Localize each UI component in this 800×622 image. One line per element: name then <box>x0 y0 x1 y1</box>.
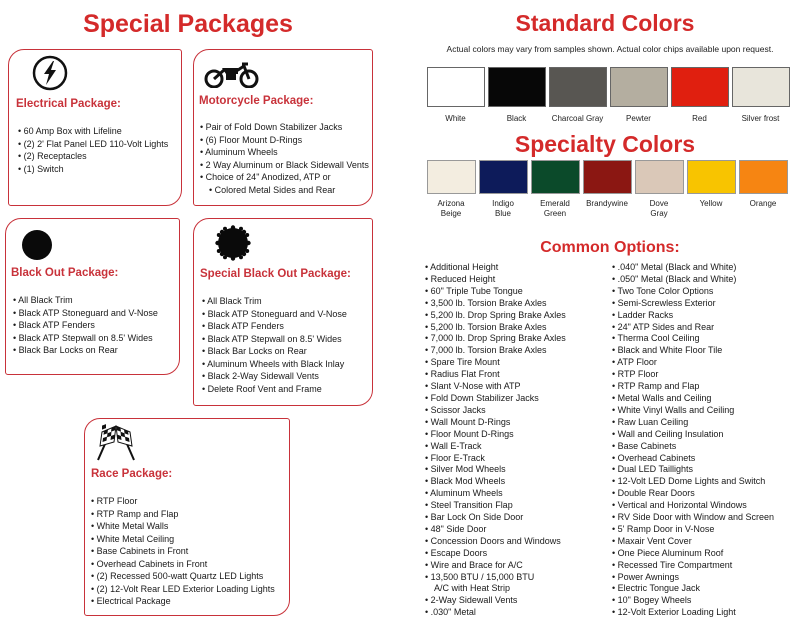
option-item: • 13,500 BTU / 15,000 BTU <box>425 572 566 584</box>
color-chip <box>635 160 684 194</box>
color-swatch <box>730 67 791 124</box>
option-item: • Bar Lock On Side Door <box>425 512 566 524</box>
special-packages-title: Special Packages <box>83 10 293 38</box>
motorcycle-icon <box>204 60 260 93</box>
option-item: • RTP Ramp and Flap <box>612 381 774 393</box>
option-item: • One Piece Aluminum Roof <box>612 548 774 560</box>
option-item: • 48" Side Door <box>425 524 566 536</box>
option-item: • Floor E-Track <box>425 453 566 465</box>
race-package-list <box>91 495 275 608</box>
list-item: • Black Bar Locks on Rear <box>13 344 158 357</box>
color-label: Black <box>506 114 527 123</box>
list-item: • Black ATP Fenders <box>13 319 158 332</box>
standard-colors-title: Standard Colors <box>515 10 695 36</box>
black-circle-icon <box>21 229 53 266</box>
color-chip <box>583 160 632 194</box>
option-item: • 10" Bogey Wheels <box>612 595 774 607</box>
option-item: • Silver Mod Wheels <box>425 464 566 476</box>
color-label: Silver frost <box>741 114 780 123</box>
option-item: • White Vinyl Walls and Ceiling <box>612 405 774 417</box>
common-options-column-1 <box>425 262 566 619</box>
list-item: • 60 Amp Box with Lifeline <box>18 125 168 138</box>
color-swatch <box>581 160 633 219</box>
color-chip <box>687 160 736 194</box>
option-item: • 24" ATP Sides and Rear <box>612 322 774 334</box>
electrical-package-list <box>18 125 168 175</box>
list-item: • Delete Roof Vent and Frame <box>202 383 347 396</box>
option-item: • Black and White Floor Tile <box>612 345 774 357</box>
color-swatch <box>547 67 608 124</box>
option-item: • RTP Floor <box>612 369 774 381</box>
common-options-column-2 <box>612 262 774 619</box>
specialty-colors-title: Specialty Colors <box>514 131 696 157</box>
color-chip <box>479 160 528 194</box>
option-item: • Semi-Screwless Exterior <box>612 298 774 310</box>
option-item: • Slant V-Nose with ATP <box>425 381 566 393</box>
option-item: • Wall E-Track <box>425 441 566 453</box>
color-chip <box>427 67 485 107</box>
option-item: • Additional Height <box>425 262 566 274</box>
option-item: • Maxair Vent Cover <box>612 536 774 548</box>
color-label: Charcoal Gray <box>551 114 604 123</box>
lightning-bolt-icon <box>32 55 68 96</box>
color-label: Yellow <box>699 199 723 208</box>
option-item: • Black Mod Wheels <box>425 476 566 488</box>
color-disclaimer: Actual colors may vary from samples shown. Actual color chips available upon request. <box>446 44 774 54</box>
option-item: • 7,000 lb. Torsion Brake Axles <box>425 345 566 357</box>
list-item: • 2 Way Aluminum or Black Sidewall Vents <box>200 159 369 172</box>
option-item: • Ladder Racks <box>612 310 774 322</box>
option-item: • Spare Tire Mount <box>425 357 566 369</box>
list-item: • All Black Trim <box>13 294 158 307</box>
list-item: • Black ATP Stoneguard and V-Nose <box>13 307 158 320</box>
color-chip <box>549 67 607 107</box>
list-item: • Black ATP Stoneguard and V-Nose <box>202 308 347 321</box>
option-item: • Power Awnings <box>612 572 774 584</box>
color-label: Arizona Beige <box>437 199 465 218</box>
option-item: • Vertical and Horizontal Windows <box>612 500 774 512</box>
option-item: • 5' Ramp Door in V-Nose <box>612 524 774 536</box>
black-out-package-title: Black Out Package: <box>11 267 119 279</box>
option-item: • Wall Mount D-Rings <box>425 417 566 429</box>
color-chip <box>610 67 668 107</box>
color-chip <box>531 160 580 194</box>
list-item: • Choice of 24" Anodized, ATP or <box>200 171 369 184</box>
option-item: • Two Tone Color Options <box>612 286 774 298</box>
electrical-package-title: Electrical Package: <box>16 98 121 110</box>
motorcycle-package-list <box>200 121 369 196</box>
option-item: • Fold Down Stabilizer Jacks <box>425 393 566 405</box>
race-package-card <box>84 418 290 616</box>
option-item: • Base Cabinets <box>612 441 774 453</box>
option-item: • Concession Doors and Windows <box>425 536 566 548</box>
motorcycle-package-card <box>193 49 373 206</box>
color-label: Pewter <box>626 114 651 123</box>
color-swatch <box>737 160 789 219</box>
list-item: • Black ATP Stepwall on 8.5' Wides <box>13 332 158 345</box>
color-label: Emerald Green <box>540 199 570 218</box>
color-swatch <box>425 67 486 124</box>
color-label: Dove Gray <box>649 199 669 218</box>
option-item: A/C with Heat Strip <box>434 583 511 594</box>
list-item: • (2) 2' Flat Panel LED 110-Volt Lights <box>18 138 168 151</box>
black-out-package-list <box>13 294 158 357</box>
race-package-title: Race Package: <box>91 468 173 480</box>
list-item: • Overhead Cabinets in Front <box>91 558 275 571</box>
option-item: • Recessed Tire Compartment <box>612 560 774 572</box>
list-item: • White Metal Walls <box>91 520 275 533</box>
color-chip <box>427 160 476 194</box>
color-swatch <box>633 160 685 219</box>
black-gear-badge-icon <box>214 224 252 267</box>
color-chip <box>739 160 788 194</box>
color-label: Red <box>692 114 707 123</box>
option-item: • Scissor Jacks <box>425 405 566 417</box>
color-swatch <box>608 67 669 124</box>
specialty-color-swatches <box>425 160 789 219</box>
color-label: Indigo Blue <box>492 199 514 218</box>
option-item: • 3,500 lb. Torsion Brake Axles <box>425 298 566 310</box>
option-item: • 7,000 lb. Drop Spring Brake Axles <box>425 333 566 345</box>
color-label: White <box>445 114 466 123</box>
color-swatch <box>425 160 477 219</box>
option-item: • 2-Way Sidewall Vents <box>425 595 566 607</box>
special-black-out-package-card <box>193 218 373 406</box>
motorcycle-package-title: Motorcycle Package: <box>199 95 314 107</box>
option-item: • .040" Metal (Black and White) <box>612 262 774 274</box>
list-item: • (1) Switch <box>18 163 168 176</box>
option-item: • Wire and Brace for A/C <box>425 560 566 572</box>
option-item: • Aluminum Wheels <box>425 488 566 500</box>
list-item: • RTP Floor <box>91 495 275 508</box>
option-item: • Wall and Ceiling Insulation <box>612 429 774 441</box>
list-item: • All Black Trim <box>202 295 347 308</box>
color-chip <box>488 67 546 107</box>
list-item: • Black ATP Stepwall on 8.5' Wides <box>202 333 347 346</box>
color-swatch <box>486 67 547 124</box>
list-item: • Black Bar Locks on Rear <box>202 345 347 358</box>
option-item: • RV Side Door with Window and Screen <box>612 512 774 524</box>
black-out-package-card <box>5 218 180 375</box>
option-item: • Floor Mount D-Rings <box>425 429 566 441</box>
special-black-out-package-list <box>202 295 347 395</box>
option-item: • .030" Metal <box>425 607 566 619</box>
color-swatch <box>529 160 581 219</box>
list-item: • (6) Floor Mount D-Rings <box>200 134 369 147</box>
color-chip <box>732 67 790 107</box>
electrical-package-card <box>8 49 182 206</box>
color-swatch <box>685 160 737 219</box>
option-item: • Double Rear Doors <box>612 488 774 500</box>
option-item: • Escape Doors <box>425 548 566 560</box>
color-chip <box>671 67 729 107</box>
checkered-flags-icon <box>90 424 142 469</box>
option-item: • Steel Transition Flap <box>425 500 566 512</box>
option-item: • Metal Walls and Ceiling <box>612 393 774 405</box>
option-item: • 12-Volt LED Dome Lights and Switch <box>612 476 774 488</box>
list-item: • (2) Receptacles <box>18 150 168 163</box>
option-item: • .050" Metal (Black and White) <box>612 274 774 286</box>
option-item: • 5,200 lb. Drop Spring Brake Axles <box>425 310 566 322</box>
list-item: • Pair of Fold Down Stabilizer Jacks <box>200 121 369 134</box>
color-label: Brandywine <box>586 199 628 208</box>
list-item: • RTP Ramp and Flap <box>91 508 275 521</box>
color-swatch <box>477 160 529 219</box>
list-item: • Colored Metal Sides and Rear <box>200 184 369 197</box>
standard-color-swatches <box>425 67 791 124</box>
option-item: • Electric Tongue Jack <box>612 583 774 595</box>
list-item: • Black 2-Way Sidewall Vents <box>202 370 347 383</box>
option-item: • 12-Volt Exterior Loading Light <box>612 607 774 619</box>
common-options-title: Common Options: <box>540 239 680 256</box>
special-black-out-package-title: Special Black Out Package: <box>200 268 351 280</box>
option-item: • Reduced Height <box>425 274 566 286</box>
color-label: Orange <box>749 199 777 208</box>
option-item: • Therma Cool Ceiling <box>612 333 774 345</box>
list-item: • Electrical Package <box>91 595 275 608</box>
option-item: • Raw Luan Ceiling <box>612 417 774 429</box>
list-item: • Aluminum Wheels with Black Inlay <box>202 358 347 371</box>
list-item: • Black ATP Fenders <box>202 320 347 333</box>
list-item: • Aluminum Wheels <box>200 146 369 159</box>
color-swatch <box>669 67 730 124</box>
list-item: • (2) Recessed 500-watt Quartz LED Lights <box>91 570 275 583</box>
option-item: • Dual LED Taillights <box>612 464 774 476</box>
list-item: • White Metal Ceiling <box>91 533 275 546</box>
option-item: • 5,200 lb. Torsion Brake Axles <box>425 322 566 334</box>
option-item: • ATP Floor <box>612 357 774 369</box>
list-item: • Base Cabinets in Front <box>91 545 275 558</box>
option-item: • Radius Flat Front <box>425 369 566 381</box>
option-item: • 60" Triple Tube Tongue <box>425 286 566 298</box>
option-item: • Overhead Cabinets <box>612 453 774 465</box>
list-item: • (2) 12-Volt Rear LED Exterior Loading Lights <box>91 583 275 596</box>
